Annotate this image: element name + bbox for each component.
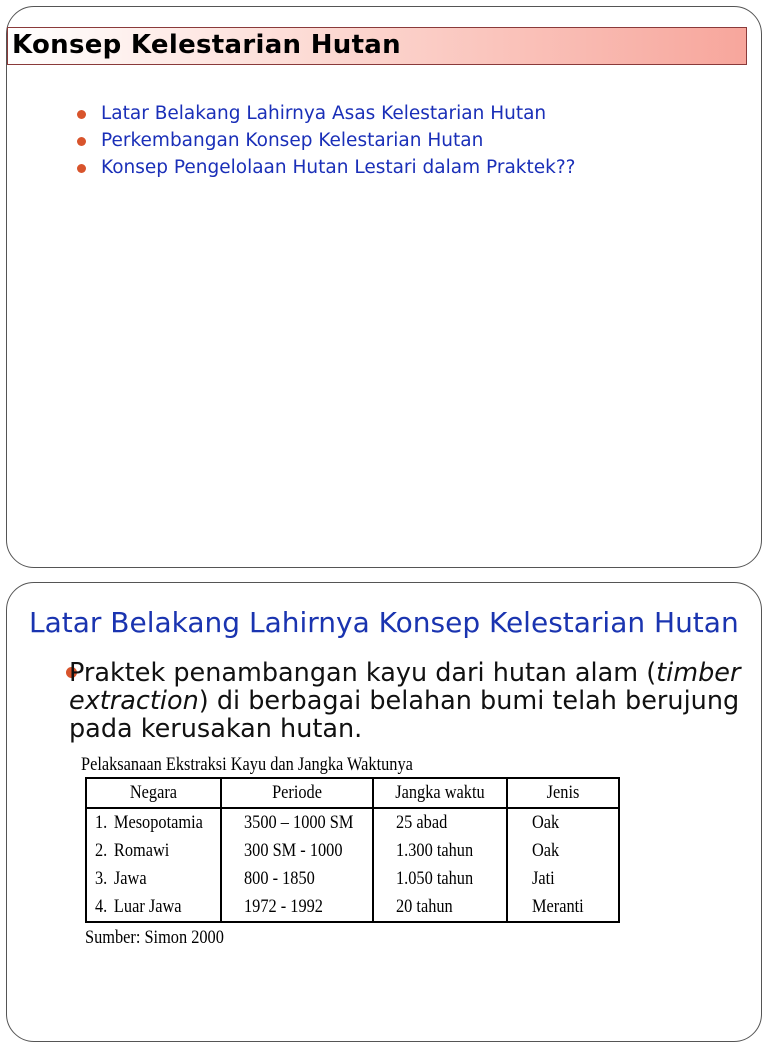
cell-jenis: Jati <box>507 865 619 893</box>
bullet-dot-icon <box>77 110 86 119</box>
slide2-bullet-text <box>69 659 749 743</box>
cell-negara: 3. Jawa <box>95 868 147 889</box>
slide1-title: Konsep Kelestarian Hutan <box>12 30 401 60</box>
cell-jenis: Oak <box>507 808 619 837</box>
table-caption: Pelaksanaan Ekstraksi Kayu dan Jangka Waktunya <box>81 754 413 775</box>
cell-jangka-waktu: 20 tahun <box>373 893 507 922</box>
header-periode: Periode <box>221 778 372 808</box>
bullet-text-part1: Praktek penambangan kayu dari hutan alam ( <box>69 658 657 688</box>
header-jangka-waktu: Jangka waktu <box>373 778 507 808</box>
table-row <box>86 893 619 922</box>
slide-konsep-kelestarian <box>6 6 762 568</box>
bullet-text: Konsep Pengelolaan Hutan Lestari dalam Praktek?? <box>101 157 576 178</box>
table-row <box>86 808 619 837</box>
slide-latar-belakang <box>6 582 762 1042</box>
cell-periode: 800 - 1850 <box>221 865 372 893</box>
cell-periode: 300 SM - 1000 <box>221 837 372 865</box>
extraction-table <box>85 777 620 923</box>
cell-jangka-waktu: 25 abad <box>373 808 507 837</box>
table-source: Sumber: Simon 2000 <box>85 927 224 948</box>
cell-jangka-waktu: 1.300 tahun <box>373 837 507 865</box>
cell-jenis: Meranti <box>507 893 619 922</box>
bullet-text-italic: timber extraction <box>69 658 741 716</box>
cell-jenis: Oak <box>507 837 619 865</box>
cell-periode: 3500 – 1000 SM <box>221 808 372 837</box>
header-negara: Negara <box>130 782 178 803</box>
cell-negara: 4. Luar Jawa <box>95 896 182 917</box>
bullet-text-part2: ) di berbagai belahan bumi telah berujung pada kerusakan hutan. <box>69 686 740 744</box>
table-row <box>86 837 619 865</box>
table-row <box>86 865 619 893</box>
bullet-text: Latar Belakang Lahirnya Asas Kelestarian Hutan <box>101 103 547 124</box>
cell-periode: 1972 - 1992 <box>221 893 372 922</box>
cell-negara: 2. Romawi <box>95 840 170 861</box>
cell-jangka-waktu: 1.050 tahun <box>373 865 507 893</box>
bullet-dot-icon <box>77 137 86 146</box>
header-jenis: Jenis <box>507 778 619 808</box>
table-header-row <box>86 778 619 808</box>
bullet-text: Perkembangan Konsep Kelestarian Hutan <box>101 130 484 151</box>
cell-negara: 1. Mesopotamia <box>95 812 203 833</box>
slide1-title-bar <box>7 27 747 65</box>
slide2-title: Latar Belakang Lahirnya Konsep Kelestarian Hutan <box>29 606 739 639</box>
bullet-dot-icon <box>77 164 86 173</box>
